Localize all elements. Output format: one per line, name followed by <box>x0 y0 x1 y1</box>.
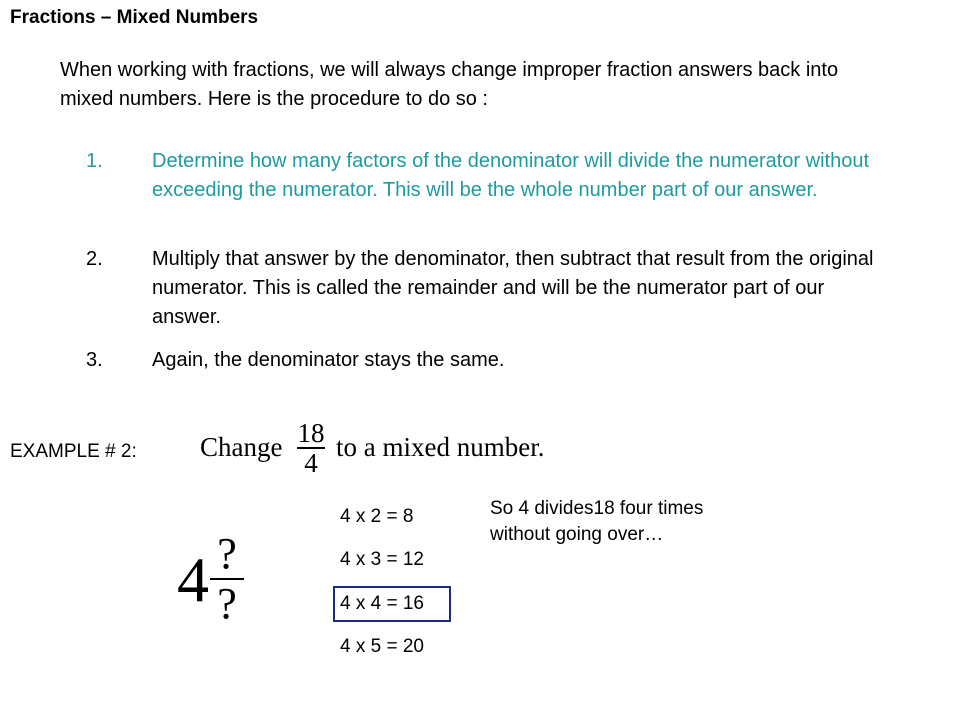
step-3-number: 3. <box>86 349 103 371</box>
multiplication-row: 4 x 3 = 12 <box>340 549 424 570</box>
multiplication-row-highlighted: 4 x 4 = 16 <box>340 593 424 614</box>
step-3 <box>86 346 886 375</box>
mixed-number-whole: 4 <box>177 544 209 615</box>
highlight-box <box>333 586 451 622</box>
multiplication-row: 4 x 2 = 8 <box>340 506 414 527</box>
example-fraction <box>297 419 325 477</box>
mixed-number-denominator: ? <box>217 579 237 628</box>
step-3-text: Again, the denominator stays the same. <box>152 349 505 371</box>
step-1-number: 1. <box>86 150 103 172</box>
example-suffix: to a mixed number. <box>336 432 545 462</box>
example-denominator: 4 <box>304 448 318 478</box>
explanation-note: So 4 divides18 four times without going over… <box>490 498 704 545</box>
step-2-number: 2. <box>86 248 103 270</box>
step-1 <box>86 147 886 205</box>
example-change-word: Change <box>200 432 283 462</box>
multiplication-row: 4 x 5 = 20 <box>340 636 424 657</box>
step-2 <box>86 245 886 332</box>
step-2-text: Multiply that answer by the denominator, then subtract that result from the original numerator. This is called the remainder and will be the numerator part of our answer. <box>152 248 874 328</box>
example-label: EXAMPLE # 2: <box>10 441 137 462</box>
page-title: Fractions – Mixed Numbers <box>10 7 259 28</box>
mixed-number-numerator: ? <box>217 529 237 578</box>
mixed-number-fraction <box>210 530 244 628</box>
step-1-text: Determine how many factors of the denominator will divide the numerator without exceeding the numerator. This will be the whole number part of our answer. <box>152 150 870 201</box>
intro-paragraph: When working with fractions, we will always change improper fraction answers back into mixed numbers. Here is the procedure to do so : <box>60 59 839 110</box>
example-numerator: 18 <box>297 418 325 448</box>
